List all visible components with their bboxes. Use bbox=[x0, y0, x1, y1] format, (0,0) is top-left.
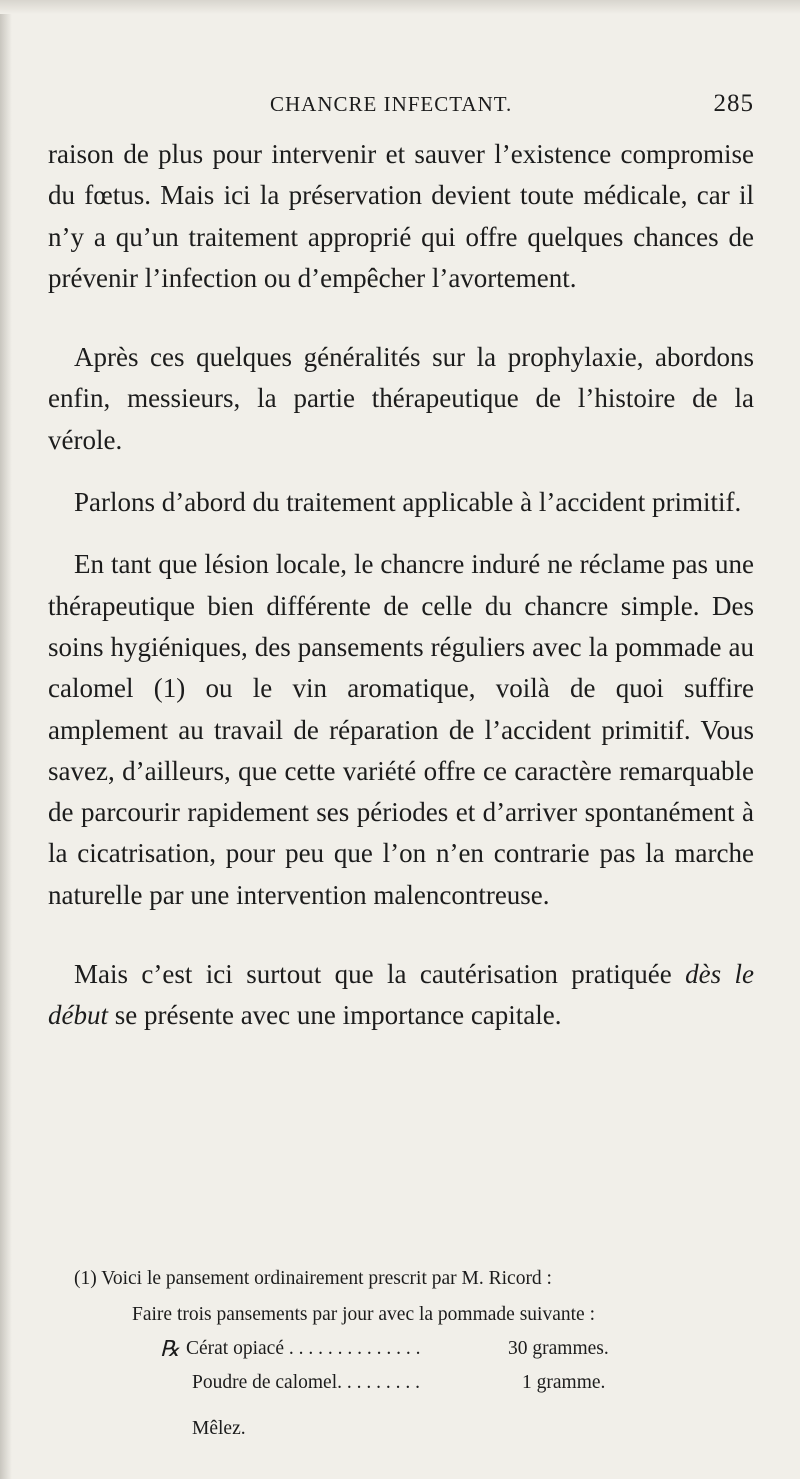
footnote bbox=[48, 1262, 754, 1446]
page-number: 285 bbox=[713, 90, 754, 117]
body-text bbox=[48, 134, 754, 1037]
paragraph-3: Parlons d’abord du traitement applicable à l’accident primitif. bbox=[74, 487, 742, 518]
paragraph-5-text-a: Mais c’est ici surtout que la cautérisation pratiquée bbox=[74, 959, 686, 990]
prescription-item-quantity: 1 gramme. bbox=[522, 1372, 606, 1393]
page-edge-top bbox=[0, 0, 800, 14]
footnote-instruction: Faire trois pansements par jour avec la pommade suivante : bbox=[132, 1304, 595, 1325]
prescription-item-quantity: 30 grammes. bbox=[508, 1338, 609, 1359]
recipe-symbol-icon: ℞ bbox=[160, 1336, 180, 1361]
running-head-title: CHANCRE INFECTANT. bbox=[270, 92, 513, 116]
paragraph-5 bbox=[48, 954, 754, 1037]
paragraph-4 bbox=[48, 544, 754, 916]
paragraph-4-text: En tant que lésion locale, le chancre induré ne réclame pas une thérapeutique bien différente de celle du chancre simple. Des soins hygiéniques, des pansements réguliers avec la pommade au calomel (1) ou le vin aromatique, voilà de quoi suffire amplement au travail de réparation de l’accident primitif. Vous savez, d’ailleurs, que cette variété offre ce caractère remarquable de parcourir rapidement ses périodes et d’arriver spontanément à la cicatrisation, pour peu que l’on n’en contrarie pas la marche naturelle par une intervention malencontreuse. bbox=[48, 549, 754, 910]
running-head bbox=[48, 92, 754, 122]
prescription-item-name: Poudre de calomel. . . . . . . . . bbox=[192, 1372, 420, 1393]
paragraph-5-italic: dès le début bbox=[48, 959, 754, 1031]
page-edge-left bbox=[0, 0, 12, 1479]
paragraph-5-text-b: se présente avec une importance capitale. bbox=[108, 1000, 562, 1031]
paragraph-2: Après ces quelques généralités sur la prophylaxie, abordons enfin, messieurs, la partie thérapeutique de l’histoire de la vérole. bbox=[48, 342, 754, 455]
footnote-intro: (1) Voici le pansement ordinairement prescrit par M. Ricord : bbox=[74, 1268, 552, 1289]
prescription-line-1 bbox=[48, 1332, 754, 1366]
footnote-closing: Mêlez. bbox=[192, 1418, 246, 1439]
paragraph-1: raison de plus pour intervenir et sauver l’existence compromise du fœtus. Mais ici la préservation devient toute médicale, car il n’y a qu’un traitement approprié qui offre quelques chances de prévenir l’infection ou d’empêcher l’avortement. bbox=[48, 139, 754, 293]
prescription-line-2 bbox=[48, 1366, 754, 1400]
prescription-item-name: Cérat opiacé . . . . . . . . . . . . . . bbox=[186, 1338, 421, 1359]
